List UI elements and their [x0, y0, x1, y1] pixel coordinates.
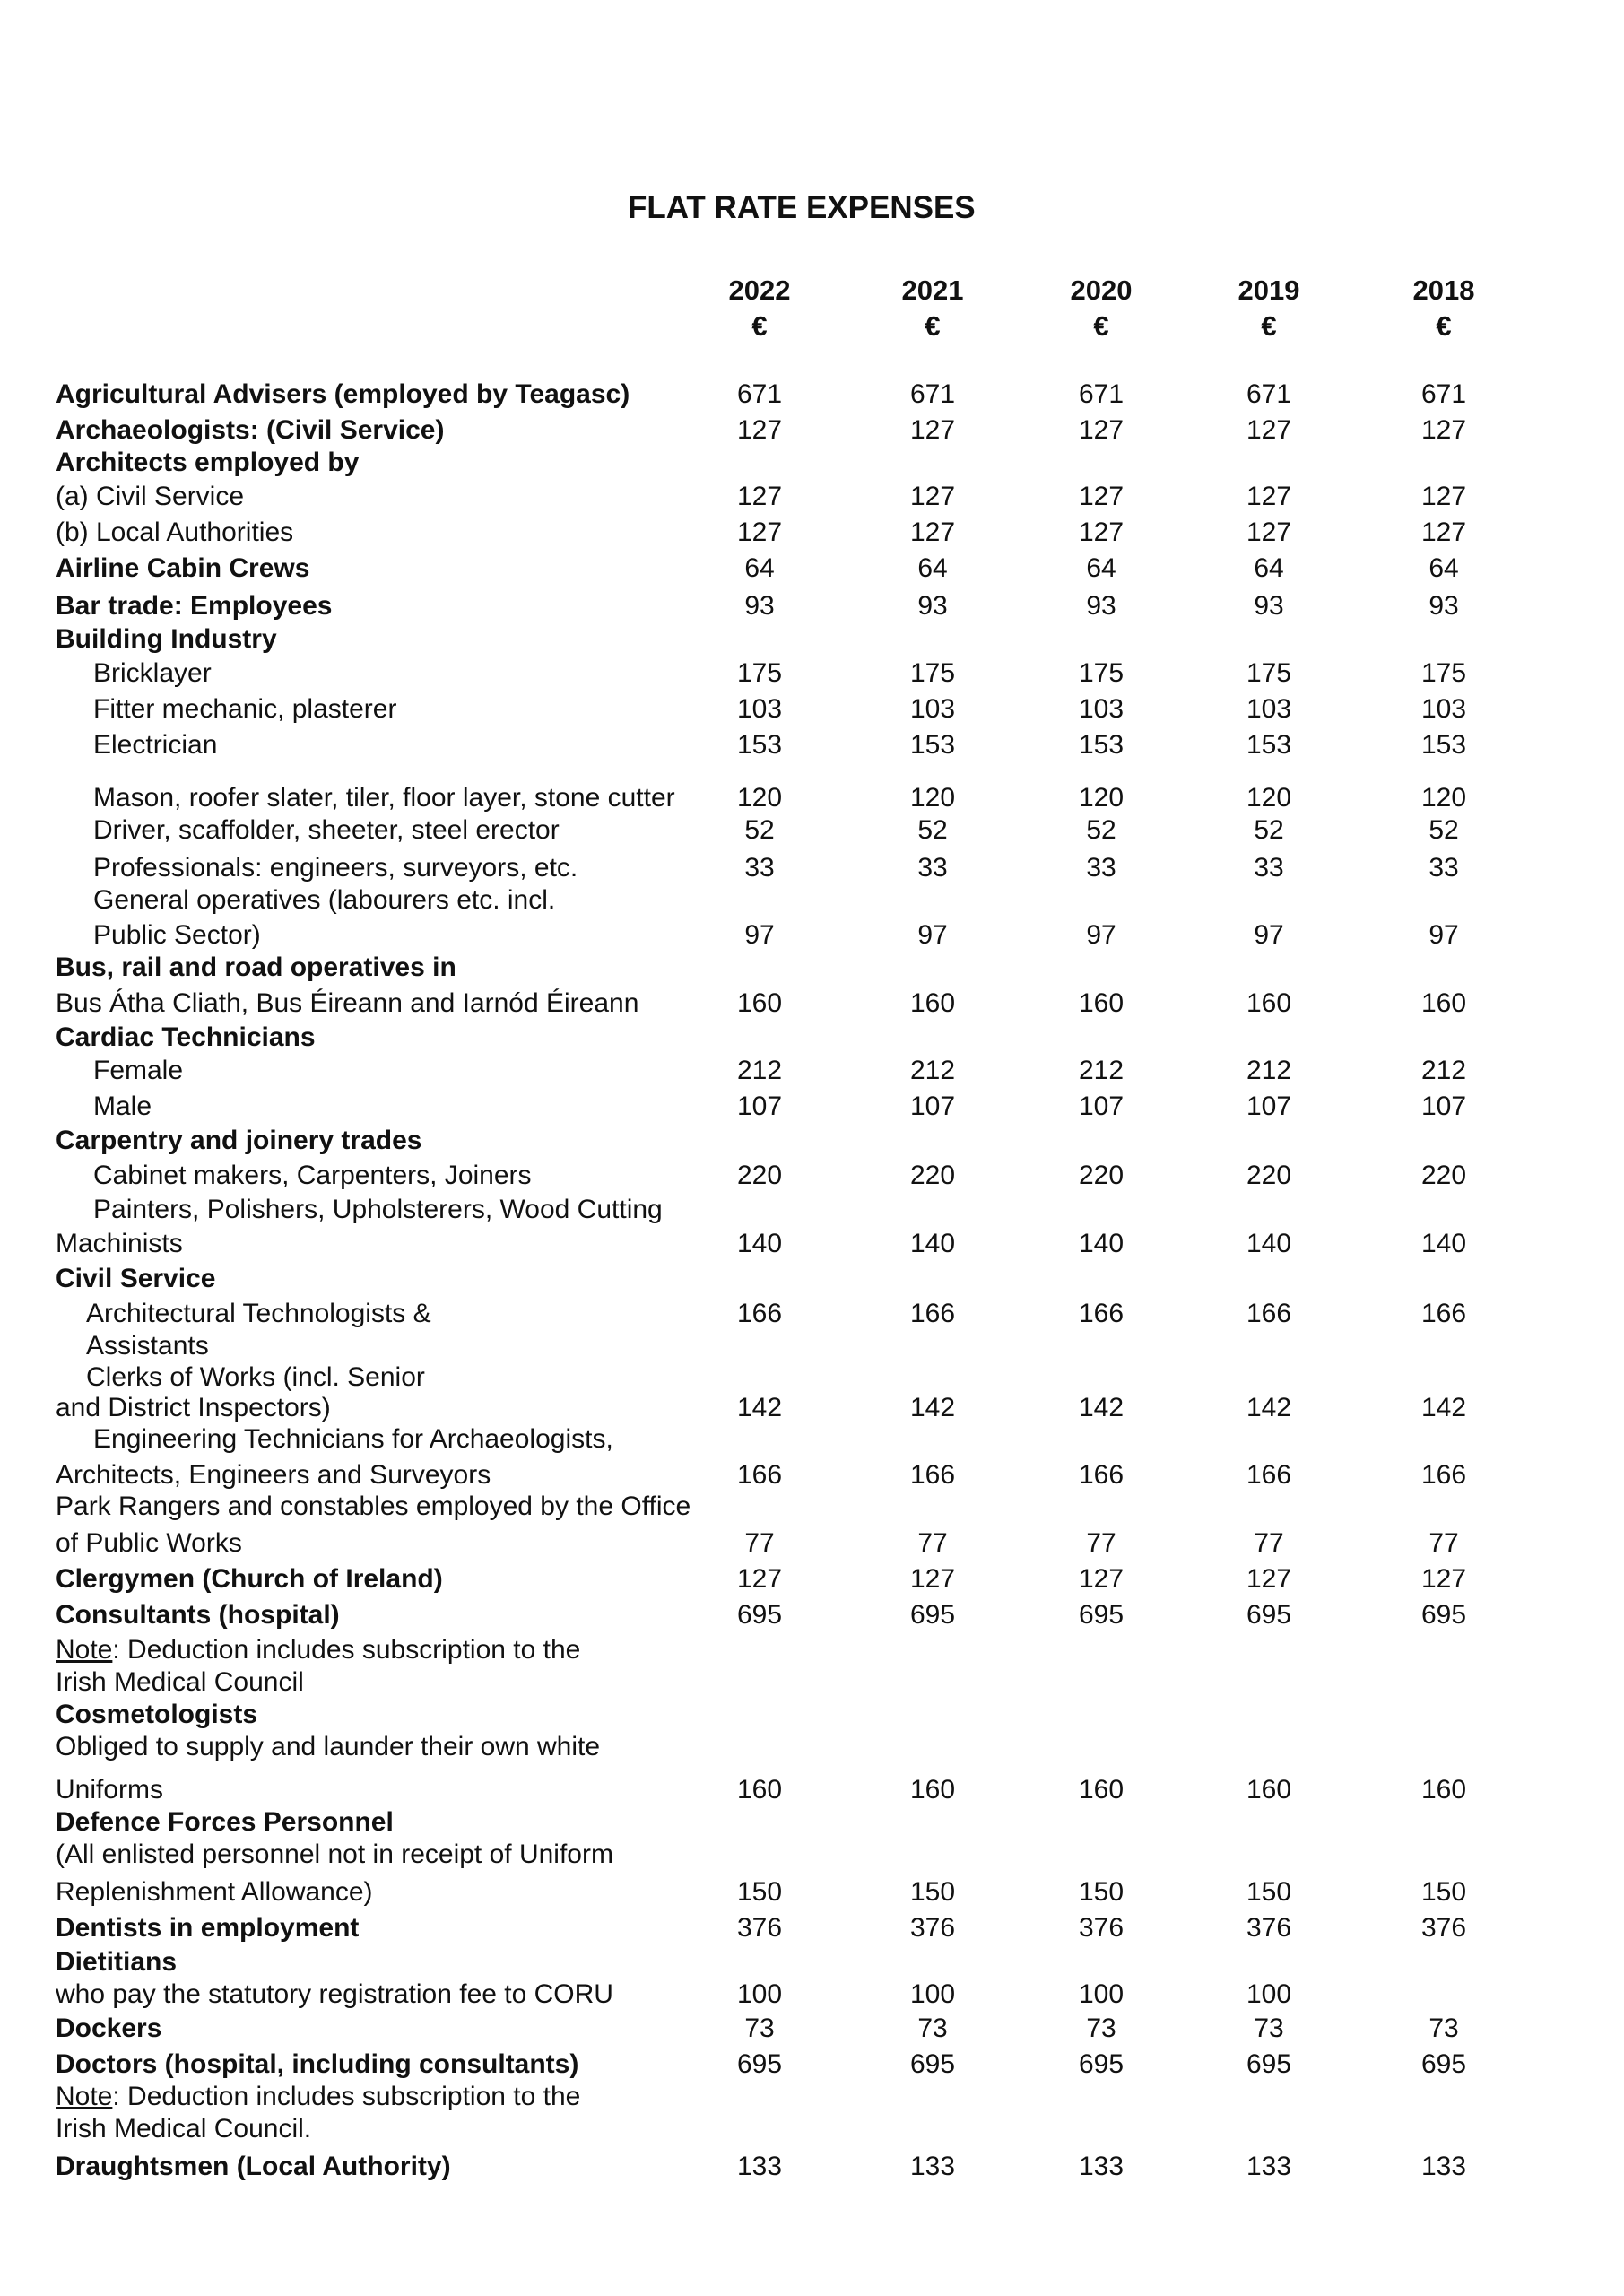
value-cell: 150: [909, 1877, 956, 1907]
value-cell: 671: [1246, 379, 1292, 409]
note-text: Deduction includes subscription to the: [127, 1635, 581, 1665]
row-label: Architects employed by: [56, 448, 360, 477]
value-cell: 175: [1420, 658, 1467, 688]
value-cell: 77: [1254, 1528, 1284, 1558]
currency-symbol-3: €: [1261, 310, 1277, 342]
row-label: Driver, scaffolder, sheeter, steel erector: [93, 815, 560, 845]
row-label: Electrician: [93, 730, 218, 760]
value-cell: 127: [736, 415, 783, 445]
note-text: Deduction includes subscription to the: [127, 2082, 581, 2111]
value-cell: 695: [909, 1600, 956, 1630]
value-cell: 212: [736, 1056, 783, 1085]
row-label: Engineering Technicians for Archaeologists,: [93, 1424, 613, 1454]
value-cell: 142: [1078, 1393, 1125, 1422]
value-cell: 160: [1420, 1775, 1467, 1805]
value-cell: 127: [909, 415, 956, 445]
row-label: who pay the statutory registration fee to CORU: [56, 1979, 613, 2009]
value-cell: 153: [736, 730, 783, 760]
value-cell: 33: [1086, 853, 1116, 883]
value-cell: 376: [909, 1913, 956, 1943]
value-cell: 127: [1246, 1564, 1292, 1594]
value-cell: 127: [736, 517, 783, 547]
value-cell: 127: [1078, 482, 1125, 511]
row-label: Note: Deduction includes subscription to the: [56, 2082, 581, 2111]
value-cell: 212: [1420, 1056, 1467, 1085]
value-cell: 77: [744, 1528, 775, 1558]
value-cell: 220: [909, 1161, 956, 1190]
value-cell: 160: [736, 988, 783, 1018]
value-cell: 166: [736, 1299, 783, 1328]
value-cell: 127: [1246, 482, 1292, 511]
value-cell: 52: [1429, 815, 1459, 845]
value-cell: 150: [736, 1877, 783, 1907]
row-label: Carpentry and joinery trades: [56, 1126, 422, 1155]
value-cell: 100: [1246, 1979, 1292, 2009]
row-label: Consultants (hospital): [56, 1600, 340, 1630]
page-title: FLAT RATE EXPENSES: [628, 190, 976, 225]
value-cell: 93: [1429, 591, 1459, 621]
row-label: Note: Deduction includes subscription to the: [56, 1635, 581, 1665]
value-cell: 166: [1420, 1299, 1467, 1328]
value-cell: 64: [917, 553, 948, 583]
value-cell: 77: [1086, 1528, 1116, 1558]
value-cell: 376: [1078, 1913, 1125, 1943]
value-cell: 153: [909, 730, 956, 760]
value-cell: 93: [1086, 591, 1116, 621]
value-cell: 166: [909, 1299, 956, 1328]
value-cell: 103: [736, 694, 783, 724]
row-label: Irish Medical Council: [56, 1667, 304, 1697]
value-cell: 166: [909, 1460, 956, 1490]
row-label: Airline Cabin Crews: [56, 553, 310, 583]
value-cell: 212: [909, 1056, 956, 1085]
value-cell: 166: [1420, 1460, 1467, 1490]
row-label: General operatives (labourers etc. incl.: [93, 885, 556, 915]
value-cell: 140: [1078, 1229, 1125, 1258]
row-label: Civil Service: [56, 1264, 216, 1293]
row-label: Female: [93, 1056, 184, 1085]
row-label: Clerks of Works (incl. Senior: [86, 1362, 425, 1392]
value-cell: 150: [1246, 1877, 1292, 1907]
row-label: Bar trade: Employees: [56, 591, 333, 621]
value-cell: 671: [909, 379, 956, 409]
value-cell: 140: [1420, 1229, 1467, 1258]
value-cell: 127: [736, 1564, 783, 1594]
value-cell: 93: [1254, 591, 1284, 621]
row-label: Cosmetologists: [56, 1700, 258, 1729]
value-cell: 100: [909, 1979, 956, 2009]
row-label: Irish Medical Council.: [56, 2114, 312, 2144]
value-cell: 107: [909, 1091, 956, 1121]
value-cell: 127: [1078, 517, 1125, 547]
value-cell: 33: [917, 853, 948, 883]
row-label: Cabinet makers, Carpenters, Joiners: [93, 1161, 532, 1190]
row-label: Mason, roofer slater, tiler, floor layer, stone cutter: [93, 783, 675, 813]
row-label: and District Inspectors): [56, 1393, 331, 1422]
row-label: Building Industry: [56, 624, 277, 654]
value-cell: 77: [917, 1528, 948, 1558]
value-cell: 107: [736, 1091, 783, 1121]
value-cell: 133: [1078, 2152, 1125, 2181]
value-cell: 175: [1078, 658, 1125, 688]
value-cell: 160: [1078, 988, 1125, 1018]
row-label: Painters, Polishers, Upholsterers, Wood Cutting: [93, 1195, 663, 1224]
value-cell: 140: [1246, 1229, 1292, 1258]
value-cell: 153: [1078, 730, 1125, 760]
value-cell: 127: [1420, 517, 1467, 547]
value-cell: 100: [736, 1979, 783, 2009]
row-label: Archaeologists: (Civil Service): [56, 415, 445, 445]
value-cell: 127: [1078, 1564, 1125, 1594]
value-cell: 103: [909, 694, 956, 724]
value-cell: 133: [1420, 2152, 1467, 2181]
value-cell: 107: [1420, 1091, 1467, 1121]
value-cell: 671: [1078, 379, 1125, 409]
value-cell: 127: [909, 517, 956, 547]
value-cell: 153: [1246, 730, 1292, 760]
row-label: Clergymen (Church of Ireland): [56, 1564, 443, 1594]
value-cell: 695: [1246, 1600, 1292, 1630]
value-cell: 212: [1246, 1056, 1292, 1085]
row-label: Male: [93, 1091, 152, 1121]
row-label: Draughtsmen (Local Authority): [56, 2152, 451, 2181]
value-cell: 695: [736, 2049, 783, 2079]
value-cell: 140: [909, 1229, 956, 1258]
value-cell: 97: [1254, 920, 1284, 950]
value-cell: 160: [909, 1775, 956, 1805]
value-cell: 695: [1078, 2049, 1125, 2079]
value-cell: 97: [744, 920, 775, 950]
row-label: Machinists: [56, 1229, 183, 1258]
value-cell: 33: [1254, 853, 1284, 883]
value-cell: 212: [1078, 1056, 1125, 1085]
value-cell: 695: [1420, 2049, 1467, 2079]
row-label: Dentists in employment: [56, 1913, 360, 1943]
value-cell: 142: [1246, 1393, 1292, 1422]
value-cell: 100: [1078, 1979, 1125, 2009]
value-cell: 175: [1246, 658, 1292, 688]
value-cell: 52: [1086, 815, 1116, 845]
value-cell: 77: [1429, 1528, 1459, 1558]
value-cell: 220: [1420, 1161, 1467, 1190]
value-cell: 166: [1246, 1299, 1292, 1328]
value-cell: 64: [1429, 553, 1459, 583]
value-cell: 97: [1086, 920, 1116, 950]
value-cell: 127: [1246, 517, 1292, 547]
value-cell: 33: [744, 853, 775, 883]
value-cell: 160: [1078, 1775, 1125, 1805]
row-label: Park Rangers and constables employed by the Office: [56, 1492, 691, 1521]
value-cell: 127: [736, 482, 783, 511]
row-label: Public Sector): [93, 920, 261, 950]
row-label: Bricklayer: [93, 658, 212, 688]
value-cell: 52: [744, 815, 775, 845]
value-cell: 120: [1246, 783, 1292, 813]
value-cell: 73: [1429, 2013, 1459, 2043]
value-cell: 160: [1246, 988, 1292, 1018]
year-header-2: 2020: [1070, 274, 1133, 306]
year-header-3: 2019: [1238, 274, 1300, 306]
value-cell: 120: [736, 783, 783, 813]
value-cell: 142: [736, 1393, 783, 1422]
value-cell: 73: [1086, 2013, 1116, 2043]
row-label: Doctors (hospital, including consultants): [56, 2049, 579, 2079]
note-label: Note: [56, 2082, 113, 2111]
row-label: Obliged to supply and launder their own white: [56, 1732, 601, 1761]
value-cell: 166: [1078, 1299, 1125, 1328]
note-label: Note: [56, 1635, 113, 1665]
value-cell: 127: [1246, 415, 1292, 445]
value-cell: 120: [909, 783, 956, 813]
value-cell: 133: [736, 2152, 783, 2181]
value-cell: 153: [1420, 730, 1467, 760]
currency-symbol-1: €: [925, 310, 941, 342]
value-cell: 133: [909, 2152, 956, 2181]
value-cell: 127: [1078, 415, 1125, 445]
row-label: Dietitians: [56, 1947, 178, 1977]
value-cell: 220: [1078, 1161, 1125, 1190]
value-cell: 175: [736, 658, 783, 688]
value-cell: 97: [1429, 920, 1459, 950]
value-cell: 64: [1086, 553, 1116, 583]
value-cell: 103: [1078, 694, 1125, 724]
row-label: (a) Civil Service: [56, 482, 245, 511]
value-cell: 127: [1420, 482, 1467, 511]
value-cell: 127: [1420, 1564, 1467, 1594]
value-cell: 695: [1246, 2049, 1292, 2079]
value-cell: 133: [1246, 2152, 1292, 2181]
row-label: (All enlisted personnel not in receipt of Uniform: [56, 1839, 613, 1869]
row-label: Architects, Engineers and Surveyors: [56, 1460, 491, 1490]
row-label: Architectural Technologists &: [86, 1299, 431, 1328]
value-cell: 150: [1078, 1877, 1125, 1907]
row-label: Fitter mechanic, plasterer: [93, 694, 397, 724]
row-label: Dockers: [56, 2013, 162, 2043]
value-cell: 695: [1078, 1600, 1125, 1630]
value-cell: 220: [1246, 1161, 1292, 1190]
row-label: Replenishment Allowance): [56, 1877, 373, 1907]
value-cell: 695: [909, 2049, 956, 2079]
value-cell: 97: [917, 920, 948, 950]
year-header-0: 2022: [728, 274, 791, 306]
value-cell: 142: [909, 1393, 956, 1422]
year-header-4: 2018: [1412, 274, 1475, 306]
value-cell: 93: [917, 591, 948, 621]
value-cell: 142: [1420, 1393, 1467, 1422]
value-cell: 166: [1078, 1460, 1125, 1490]
row-label: (b) Local Authorities: [56, 517, 294, 547]
value-cell: 166: [1246, 1460, 1292, 1490]
value-cell: 64: [744, 553, 775, 583]
value-cell: 52: [917, 815, 948, 845]
currency-symbol-4: €: [1436, 310, 1452, 342]
row-label: Bus, rail and road operatives in: [56, 952, 456, 982]
row-label: Professionals: engineers, surveyors, etc.: [93, 853, 578, 883]
value-cell: 175: [909, 658, 956, 688]
value-cell: 107: [1246, 1091, 1292, 1121]
value-cell: 73: [1254, 2013, 1284, 2043]
value-cell: 695: [1420, 1600, 1467, 1630]
value-cell: 671: [736, 379, 783, 409]
currency-symbol-2: €: [1093, 310, 1109, 342]
row-label: of Public Works: [56, 1528, 242, 1558]
value-cell: 376: [1420, 1913, 1467, 1943]
row-label: Agricultural Advisers (employed by Teagasc): [56, 379, 630, 409]
value-cell: 671: [1420, 379, 1467, 409]
value-cell: 120: [1420, 783, 1467, 813]
value-cell: 160: [736, 1775, 783, 1805]
row-label: Cardiac Technicians: [56, 1022, 316, 1052]
value-cell: 73: [744, 2013, 775, 2043]
value-cell: 160: [909, 988, 956, 1018]
value-cell: 166: [736, 1460, 783, 1490]
value-cell: 127: [909, 1564, 956, 1594]
row-label: Bus Átha Cliath, Bus Éireann and Iarnód Éireann: [56, 988, 639, 1018]
value-cell: 103: [1420, 694, 1467, 724]
value-cell: 220: [736, 1161, 783, 1190]
value-cell: 140: [736, 1229, 783, 1258]
row-label: Defence Forces Personnel: [56, 1807, 394, 1837]
value-cell: 695: [736, 1600, 783, 1630]
row-label: Uniforms: [56, 1775, 164, 1805]
value-cell: 160: [1420, 988, 1467, 1018]
value-cell: 93: [744, 591, 775, 621]
value-cell: 376: [736, 1913, 783, 1943]
value-cell: 64: [1254, 553, 1284, 583]
value-cell: 160: [1246, 1775, 1292, 1805]
value-cell: 127: [909, 482, 956, 511]
value-cell: 52: [1254, 815, 1284, 845]
row-label: Assistants: [86, 1331, 209, 1361]
value-cell: 103: [1246, 694, 1292, 724]
value-cell: 120: [1078, 783, 1125, 813]
currency-symbol-0: €: [751, 310, 768, 342]
value-cell: 73: [917, 2013, 948, 2043]
value-cell: 33: [1429, 853, 1459, 883]
value-cell: 376: [1246, 1913, 1292, 1943]
value-cell: 127: [1420, 415, 1467, 445]
value-cell: 150: [1420, 1877, 1467, 1907]
year-header-1: 2021: [901, 274, 964, 306]
value-cell: 107: [1078, 1091, 1125, 1121]
